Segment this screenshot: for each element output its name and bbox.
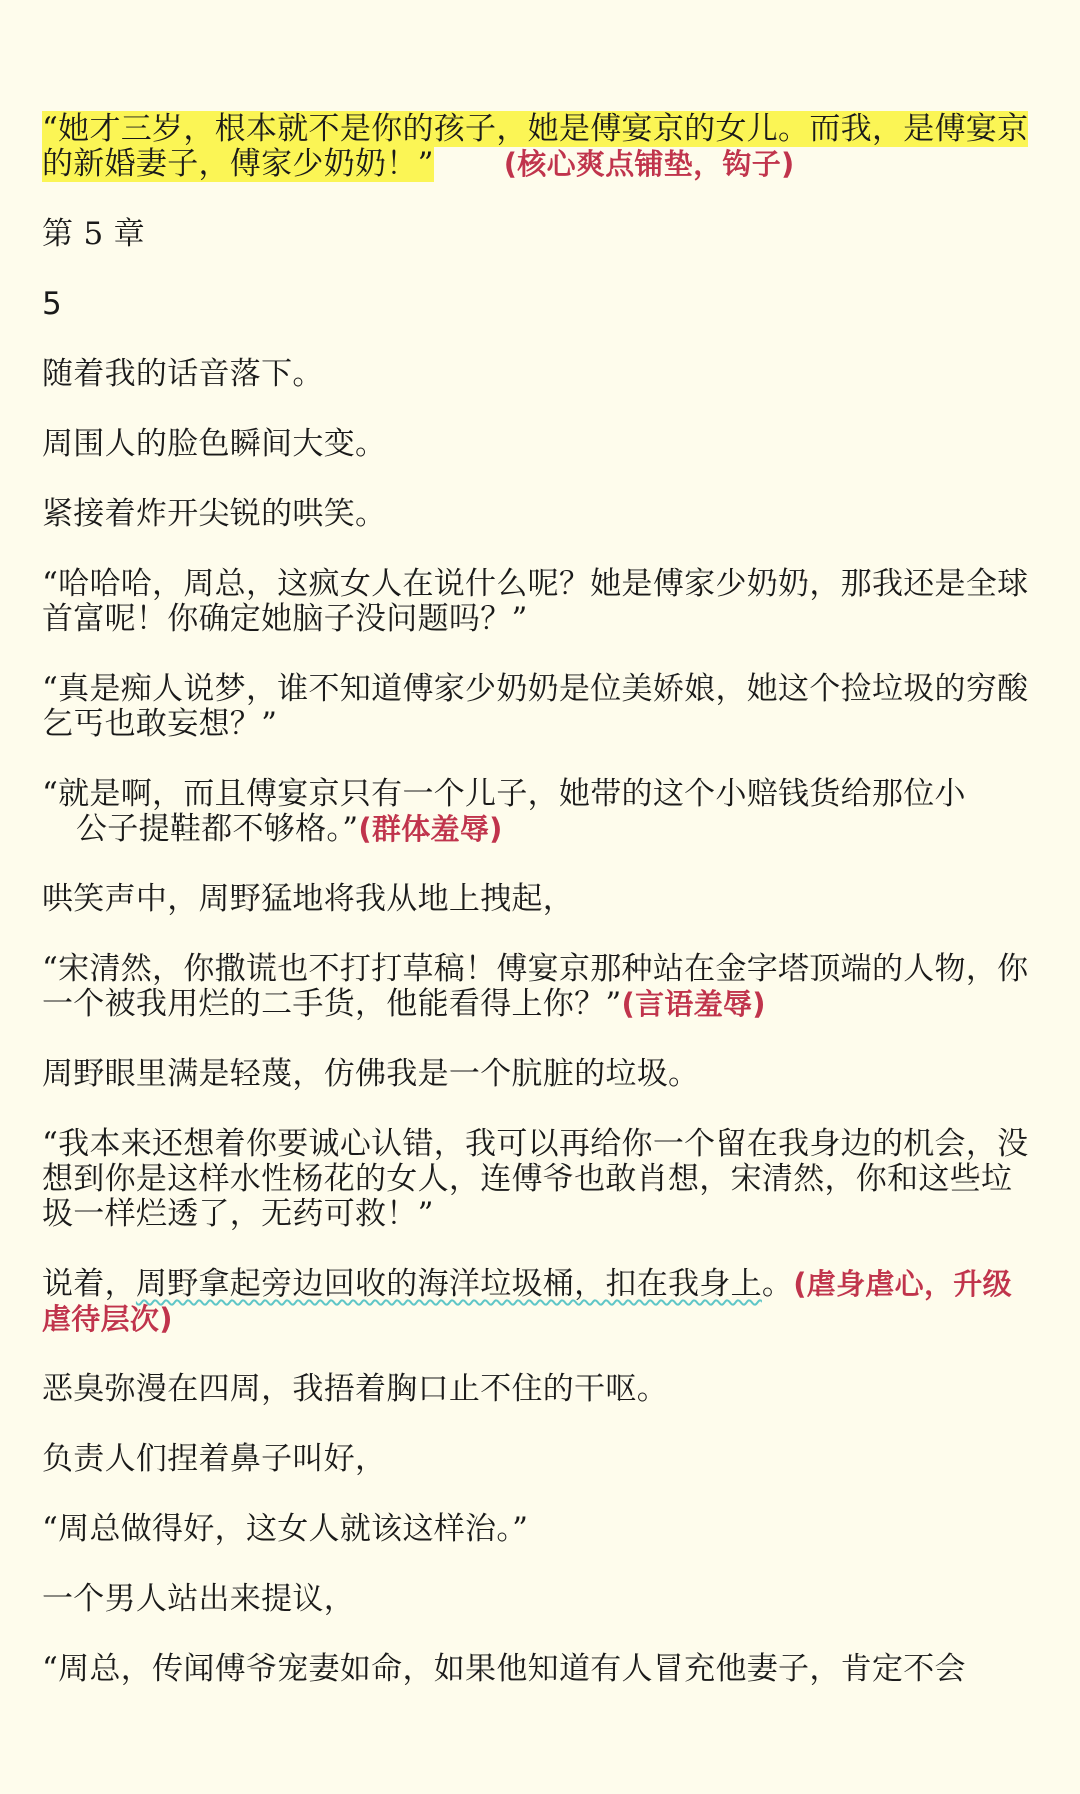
highlighted-quote: “她才三岁，根本就不是你的孩子，她是傅宴京的女儿。而我，是傅宴京的新婚妻子，傅家少奶奶！” — [42, 111, 1029, 182]
paragraph: “真是痴人说梦，谁不知道傅家少奶奶是位美娇娘，她这个捡垃圾的穷酸乞丐也敢妄想？” — [42, 671, 1029, 742]
paragraph: 紧接着炸开尖锐的哄笑。 — [42, 496, 387, 532]
paragraph-quote-hook — [42, 112, 1034, 182]
paragraph-segment: “哈哈哈，周总，这疯女人 — [42, 566, 403, 602]
chapter-number: 5 — [42, 286, 63, 322]
chapter-title — [42, 217, 1034, 252]
paragraph-mocking — [42, 567, 1034, 637]
paragraph-verbal-insult — [42, 952, 1034, 1022]
paragraph-group-insult — [42, 777, 1034, 847]
annotation-verbal-insult: (言语羞辱) — [621, 987, 766, 1021]
paragraph: “周总，传闻傅爷宠妻如命，如果他知道有人冒充他妻子，肯定不会 — [42, 1651, 966, 1687]
underlined-phrase: 周野拿起旁边回收的海洋垃圾桶，扣在我身上 — [135, 1266, 762, 1302]
paragraph: 恶臭弥漫在四周，我捂着胸口止不住的干呕。 — [42, 1371, 668, 1407]
paragraph-segment: 说着， — [42, 1266, 136, 1302]
paragraph-line: 公子提鞋都不够格。” — [76, 811, 359, 847]
paragraph-segment: 在说什么呢？她是傅家少奶奶，那我还是全球首富呢！你确定她脑子没问题吗？” — [42, 566, 1029, 637]
paragraph: 随着我的话音落下。 — [42, 356, 324, 392]
paragraph: 哄笑声中，周野猛地将我从地上拽起， — [42, 881, 575, 917]
paragraph-trash-bin — [42, 1267, 1034, 1337]
annotation-escalation: (虐身虐心，升级虐待层次) — [42, 1267, 1012, 1336]
chapter-title-text: 第 5 章 — [42, 216, 145, 252]
paragraph: 负责人们捏着鼻子叫好， — [42, 1441, 387, 1477]
paragraph-line: “就是啊，而且傅宴京只有一个儿子，她带的这个小赔钱货给那位小 — [42, 776, 966, 812]
paragraph: 一个男人站出来提议， — [42, 1581, 355, 1617]
paragraph: 周围人的脸色瞬间大变。 — [42, 426, 387, 462]
annotation-group-insult: (群体羞辱) — [358, 812, 503, 846]
paragraph: “周总做得好，这女人就该这样治。” — [42, 1511, 529, 1547]
annotation-hook: (核心爽点铺垫，钩子) — [503, 147, 795, 181]
paragraph-segment: “宋清然，你撒谎也不打打草稿！傅宴京那种站在金字塔顶端的人物，你一个被我用烂的二手货，他能看得上你？” — [42, 951, 1029, 1022]
paragraph: 周野眼里满是轻蔑，仿佛我是一个肮脏的垃圾。 — [42, 1056, 700, 1092]
paragraph-segment: 。 — [761, 1266, 794, 1302]
paragraph: “我本来还想着你要诚心认错，我可以再给你一个留在我身边的机会，没想到你是这样水性杨花的女人，连傅爷也敢肖想，宋清然，你和这些垃圾一样烂透了，无药可救！” — [42, 1126, 1029, 1232]
